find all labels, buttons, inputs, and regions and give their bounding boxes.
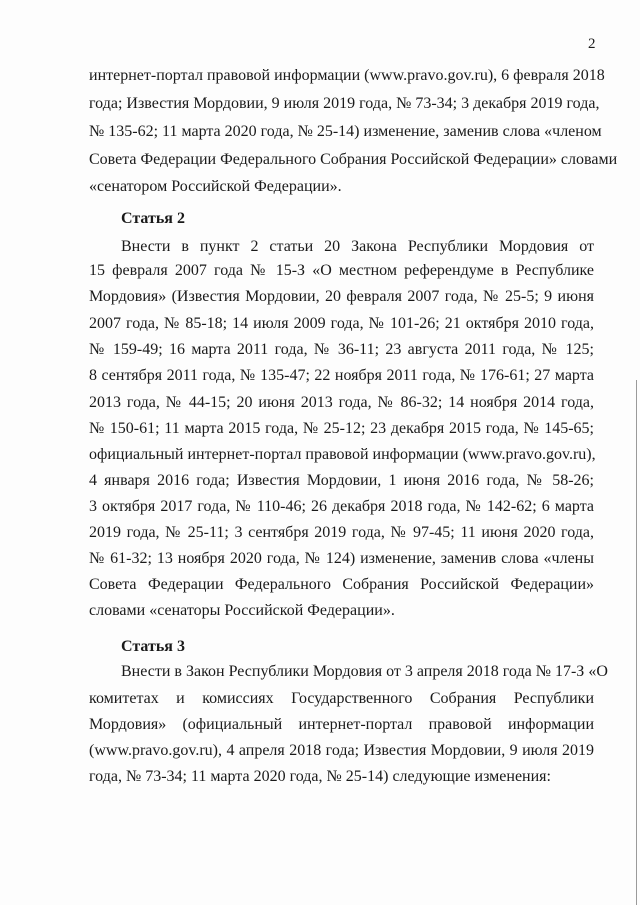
text-line: № 150-61; 11 марта 2015 года, № 25-12; 23 декабря 2015 года, № 145-65; bbox=[89, 420, 594, 437]
text-line: года; Известия Мордовии, 9 июля 2019 года, № 73-34; 3 декабря 2019 года, bbox=[89, 95, 600, 112]
text-line: 8 сентября 2011 года, № 135-47; 22 ноября 2011 года, № 176-61; 27 марта bbox=[89, 367, 594, 384]
text-line: Внести в пункт 2 статьи 20 Закона Республики Мордовия от bbox=[121, 238, 594, 255]
text-line: интернет-портал правовой информации (www.pravo.gov.ru), 6 февраля 2018 bbox=[89, 67, 605, 84]
article-3-heading: Статья 3 bbox=[121, 638, 185, 655]
text-line: «сенатором Российской Федерации». bbox=[89, 178, 342, 195]
text-line: Внести в Закон Республики Мордовия от 3 апреля 2018 года № 17-З «О bbox=[121, 663, 608, 680]
text-line: комитетах и комиссиях Государственного Собрания Республики bbox=[89, 690, 594, 707]
text-line: № 135-62; 11 марта 2020 года, № 25-14) изменение, заменив слова «членом bbox=[89, 123, 602, 140]
text-line: словами «сенаторы Российской Федерации». bbox=[89, 602, 395, 619]
text-line: Совета Федерации Федерального Собрания Российской Федерации» bbox=[89, 576, 594, 593]
text-line: года, № 73-34; 11 марта 2020 года, № 25-14) следующие изменения: bbox=[89, 768, 551, 785]
text-line: Мордовия» (официальный интернет-портал правовой информации bbox=[89, 716, 594, 733]
text-line: № 61-32; 13 ноября 2020 года, № 124) изменение, заменив слова «члены bbox=[89, 550, 594, 567]
text-line: 2007 года, № 85-18; 14 июля 2009 года, № 101-26; 21 октября 2010 года, bbox=[89, 315, 594, 332]
text-line: 2013 года, № 44-15; 20 июня 2013 года, № 86-32; 14 ноября 2014 года, bbox=[89, 394, 594, 411]
text-line: 3 октября 2017 года, № 110-46; 26 декабря 2018 года, № 142-62; 6 марта bbox=[89, 498, 594, 515]
page-number: 2 bbox=[588, 36, 596, 52]
text-line: 4 января 2016 года; Известия Мордовии, 1 июня 2016 года, № 58-26; bbox=[89, 472, 594, 489]
article-2-heading: Статья 2 bbox=[121, 210, 185, 227]
text-line: официальный интернет-портал правовой информации (www.pravo.gov.ru), bbox=[89, 446, 596, 463]
text-line: Совета Федерации Федерального Собрания Российской Федерации» словами bbox=[89, 151, 618, 168]
text-line: 15 февраля 2007 года № 15-З «О местном референдуме в Республике bbox=[89, 262, 594, 279]
text-line: 2019 года, № 25-11; 3 сентября 2019 года, № 97-45; 11 июня 2020 года, bbox=[89, 524, 594, 541]
text-line: Мордовия» (Известия Мордовии, 20 февраля 2007 года, № 25-5; 9 июня bbox=[89, 288, 594, 305]
text-line: № 159-49; 16 марта 2011 года, № 36-11; 23 августа 2011 года, № 125; bbox=[89, 341, 594, 358]
text-line: (www.pravo.gov.ru), 4 апреля 2018 года; Известия Мордовии, 9 июля 2019 bbox=[89, 742, 594, 759]
scan-edge-line bbox=[636, 380, 637, 905]
